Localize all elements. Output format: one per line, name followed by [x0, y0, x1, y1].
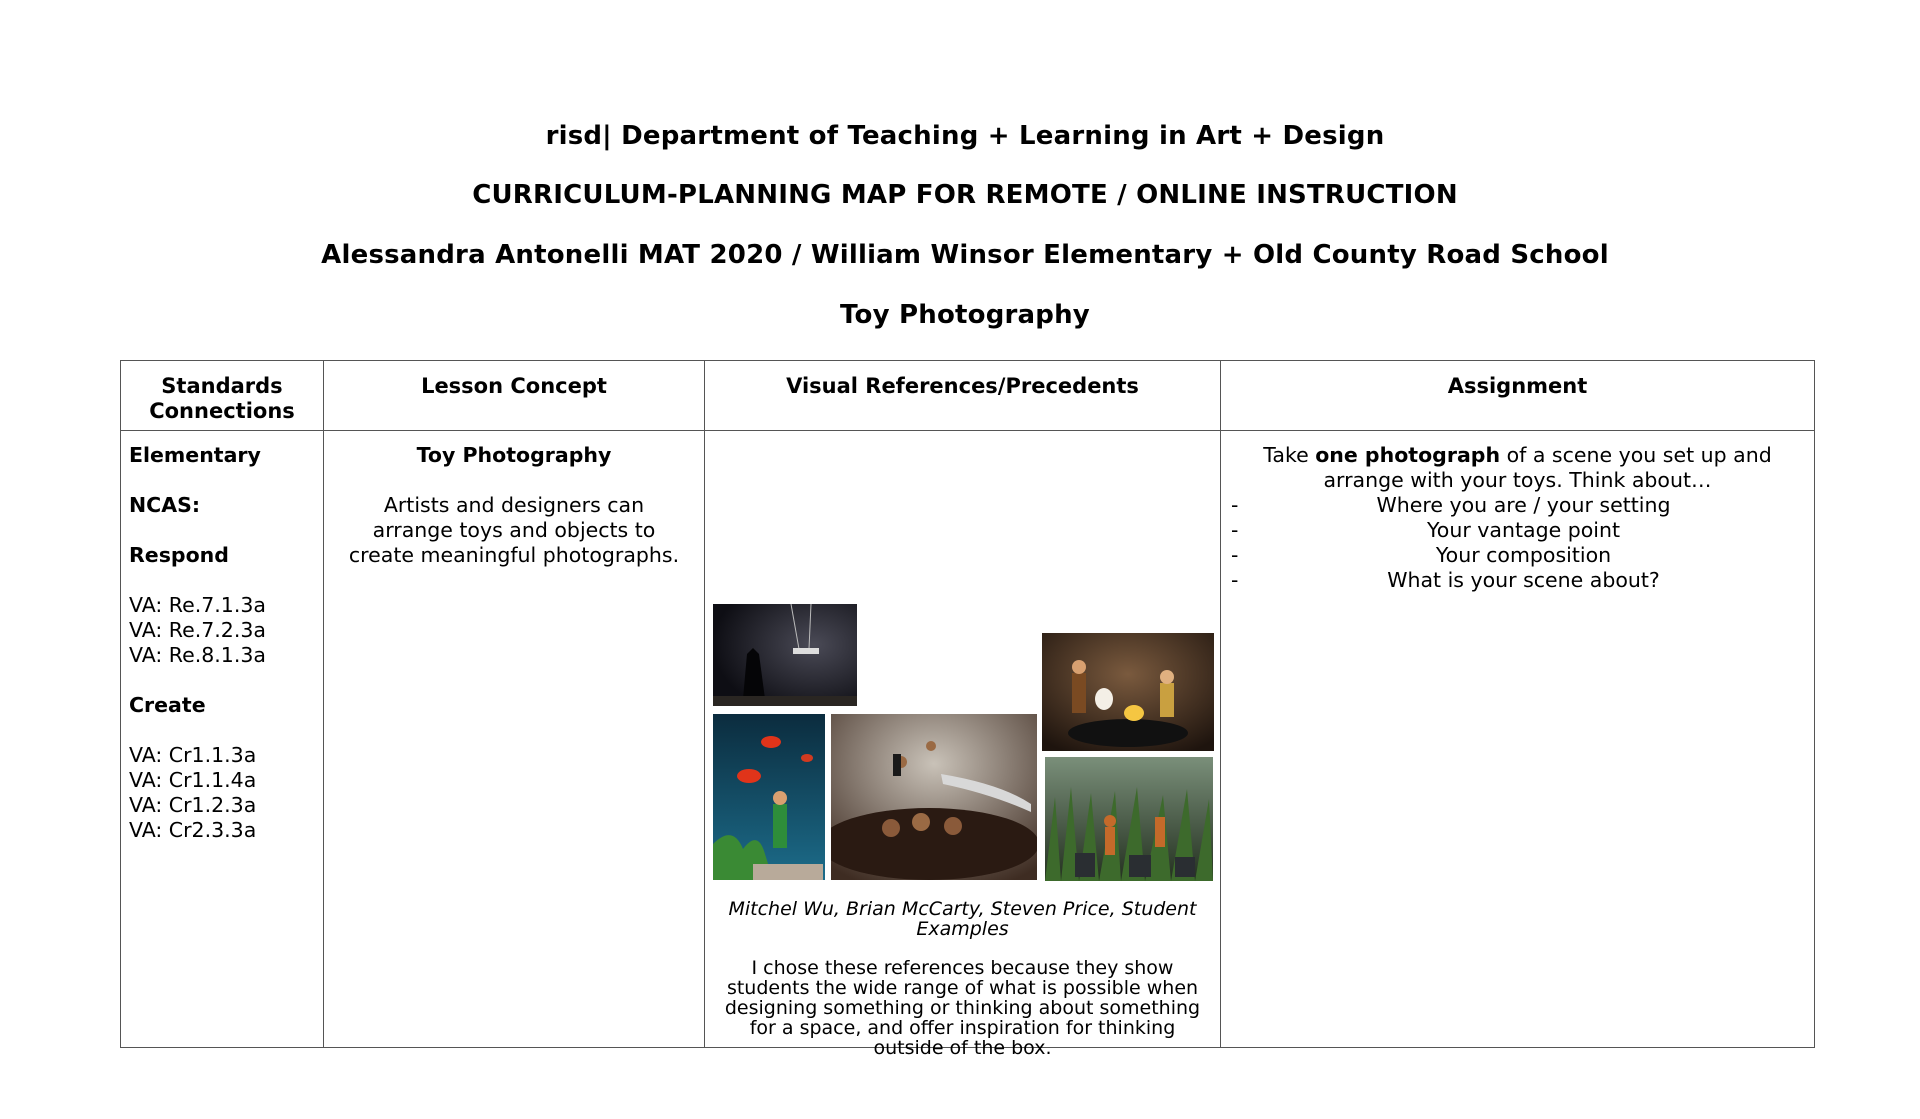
reference-photo-army-men — [1045, 757, 1213, 881]
column-header-standards: Standards Connections — [121, 361, 324, 431]
document-title: CURRICULUM-PLANNING MAP FOR REMOTE / ONLINE INSTRUCTION — [472, 180, 1458, 210]
list-item: - Your vantage point — [1231, 518, 1620, 542]
curriculum-table — [120, 360, 1815, 1059]
create-label: Create — [129, 693, 206, 717]
reference-photo-swing — [713, 604, 857, 706]
standard-item: VA: Cr2.3.3a — [129, 818, 257, 842]
list-item: - Where you are / your setting — [1231, 493, 1671, 517]
standard-item: VA: Re.8.1.3a — [129, 643, 266, 667]
grade-level: Elementary — [129, 443, 261, 467]
references-rationale: I chose these references because they show students the wide range of what is possible when designing something or thinking about something for a space, and offer inspiration for thinking outside of the box. — [724, 957, 1201, 1059]
assignment-emphasis: one photograph — [1315, 443, 1501, 467]
table-header-row — [121, 361, 1815, 431]
reference-photo-aquarium — [713, 714, 825, 880]
column-header-concept: Lesson Concept — [324, 361, 705, 431]
standard-item: VA: Cr1.1.3a — [129, 743, 257, 767]
list-item: - What is your scene about? — [1231, 568, 1660, 592]
list-item: - Your composition — [1231, 543, 1612, 567]
unit-title: Toy Photography — [840, 300, 1090, 330]
standard-item: VA: Re.7.2.3a — [129, 618, 266, 642]
standard-item: VA: Cr1.1.4a — [129, 768, 257, 792]
reference-photo-cereal — [831, 714, 1037, 880]
respond-label: Respond — [129, 543, 229, 567]
department-title: risd| Department of Teaching + Learning in Art + Design — [545, 121, 1385, 151]
author-school-line: Alessandra Antonelli MAT 2020 / William Winsor Elementary + Old County Road School — [321, 240, 1609, 270]
assignment-cell — [1221, 431, 1815, 1048]
column-header-visual: Visual References/Precedents — [705, 361, 1221, 431]
concept-cell — [324, 431, 705, 1048]
column-header-assignment: Assignment — [1221, 361, 1815, 431]
concept-title: Toy Photography — [416, 443, 612, 467]
visual-references-cell — [705, 431, 1221, 1059]
assignment-intro: Take one photograph of a scene you set up and arrange with your toys. Think about… — [1263, 443, 1772, 492]
standard-item: VA: Re.7.1.3a — [129, 593, 266, 617]
concept-description: Artists and designers can arrange toys and objects to create meaningful photographs. — [348, 493, 680, 567]
assignment-list — [1221, 493, 1814, 593]
standard-item: VA: Cr1.2.3a — [129, 793, 257, 817]
reference-photo-toys-eggs — [1042, 633, 1214, 751]
references-caption: Mitchel Wu, Brian McCarty, Steven Price, Student Examples — [728, 898, 1197, 940]
framework-label: NCAS: — [129, 493, 201, 517]
table-row — [121, 431, 1815, 1048]
standards-cell — [121, 431, 324, 1048]
